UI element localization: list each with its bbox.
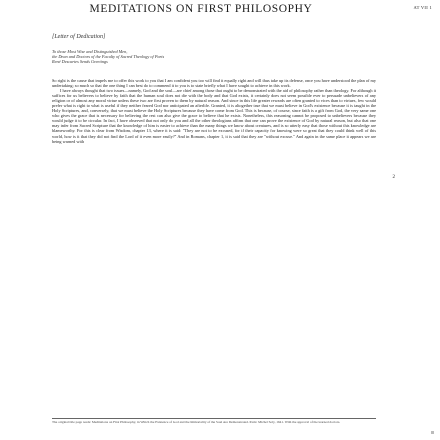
body-paragraph: So right is the cause that impels me to offer this work to you that I am confident you too will find it equally right and will thus take up its defense, once you have understood the plan of my undertaking; so much so that the one thing I can best do to commend it to you is to state briefly what I have sought to achieve in this work. <box>52 78 376 89</box>
folio-reference: AT VII 1 <box>413 5 432 10</box>
running-head: MEDITATIONS ON FIRST PHILOSOPHY <box>89 3 313 15</box>
salutation-line: the Dean and Doctors of the Faculty of Sacred Theology of Paris <box>52 54 165 59</box>
body-text <box>52 78 376 144</box>
footnote: The original title page reads: Meditations on First Philosophy, in Which the Existence of God and the Immortality of the Soul Are Demonstrated. Paris: Michel Soly, 1641. With the approval of the learned doctors. <box>52 420 341 424</box>
scan-mark <box>431 431 434 434</box>
salutation-line: René Descartes Sends Greetings <box>52 59 108 64</box>
salutation <box>52 49 302 64</box>
footnote-rule <box>52 418 376 419</box>
dedication-label: [Letter of Dedication] <box>52 34 106 40</box>
salutation-line: To those Most Wise and Distinguished Men, <box>52 49 128 54</box>
body-paragraph: I have always thought that two issues—namely, God and the soul—are chief among those that ought to be demonstrated with the aid of philosophy rather than theology. For although it suffices for us believers to believe by faith that the human soul does not die with the body and that God exists, it certainly does not seem possible ever to persuade unbelievers of any religion or of almost any moral virtue unless these two are first proven to them by natural reason. And since in this life greater rewards are often granted to vices than to virtues, few would prefer what is right to what is useful if they neither feared God nor anticipated an afterlife. Granted, it is altogether true that we must believe in God's existence because it is taught in the Holy Scriptures, and, conversely, that we must believe the Holy Scriptures because they have come from God. This is because, of course, since faith is a gift from God, the very same one who gives the grace that is necessary for believing the rest can also give the grace to believe that he exists. Nonetheless, this reasoning cannot be proposed to unbelievers because they would judge it to be circular. In fact, I have observed that not only do you and all the other theologians affirm that one can prove the existence of God by natural reason, but also that one may infer from Sacred Scripture that the knowledge of him is easier to achieve than the many things we know about creatures, and is so utterly easy that those without this knowledge are blameworthy. For this is clear from Wisdom, chapter 13, where it is said: "They are not to be excused, for if their capacity for knowing were so great that they could think well of this world, how is it that they did not find the Lord of it even more easily?" And in Romans, chapter 1, it is said that they are "without excuse." And again in the same place it appears we are being warned with <box>52 88 376 144</box>
margin-page-number: 2 <box>392 175 395 180</box>
